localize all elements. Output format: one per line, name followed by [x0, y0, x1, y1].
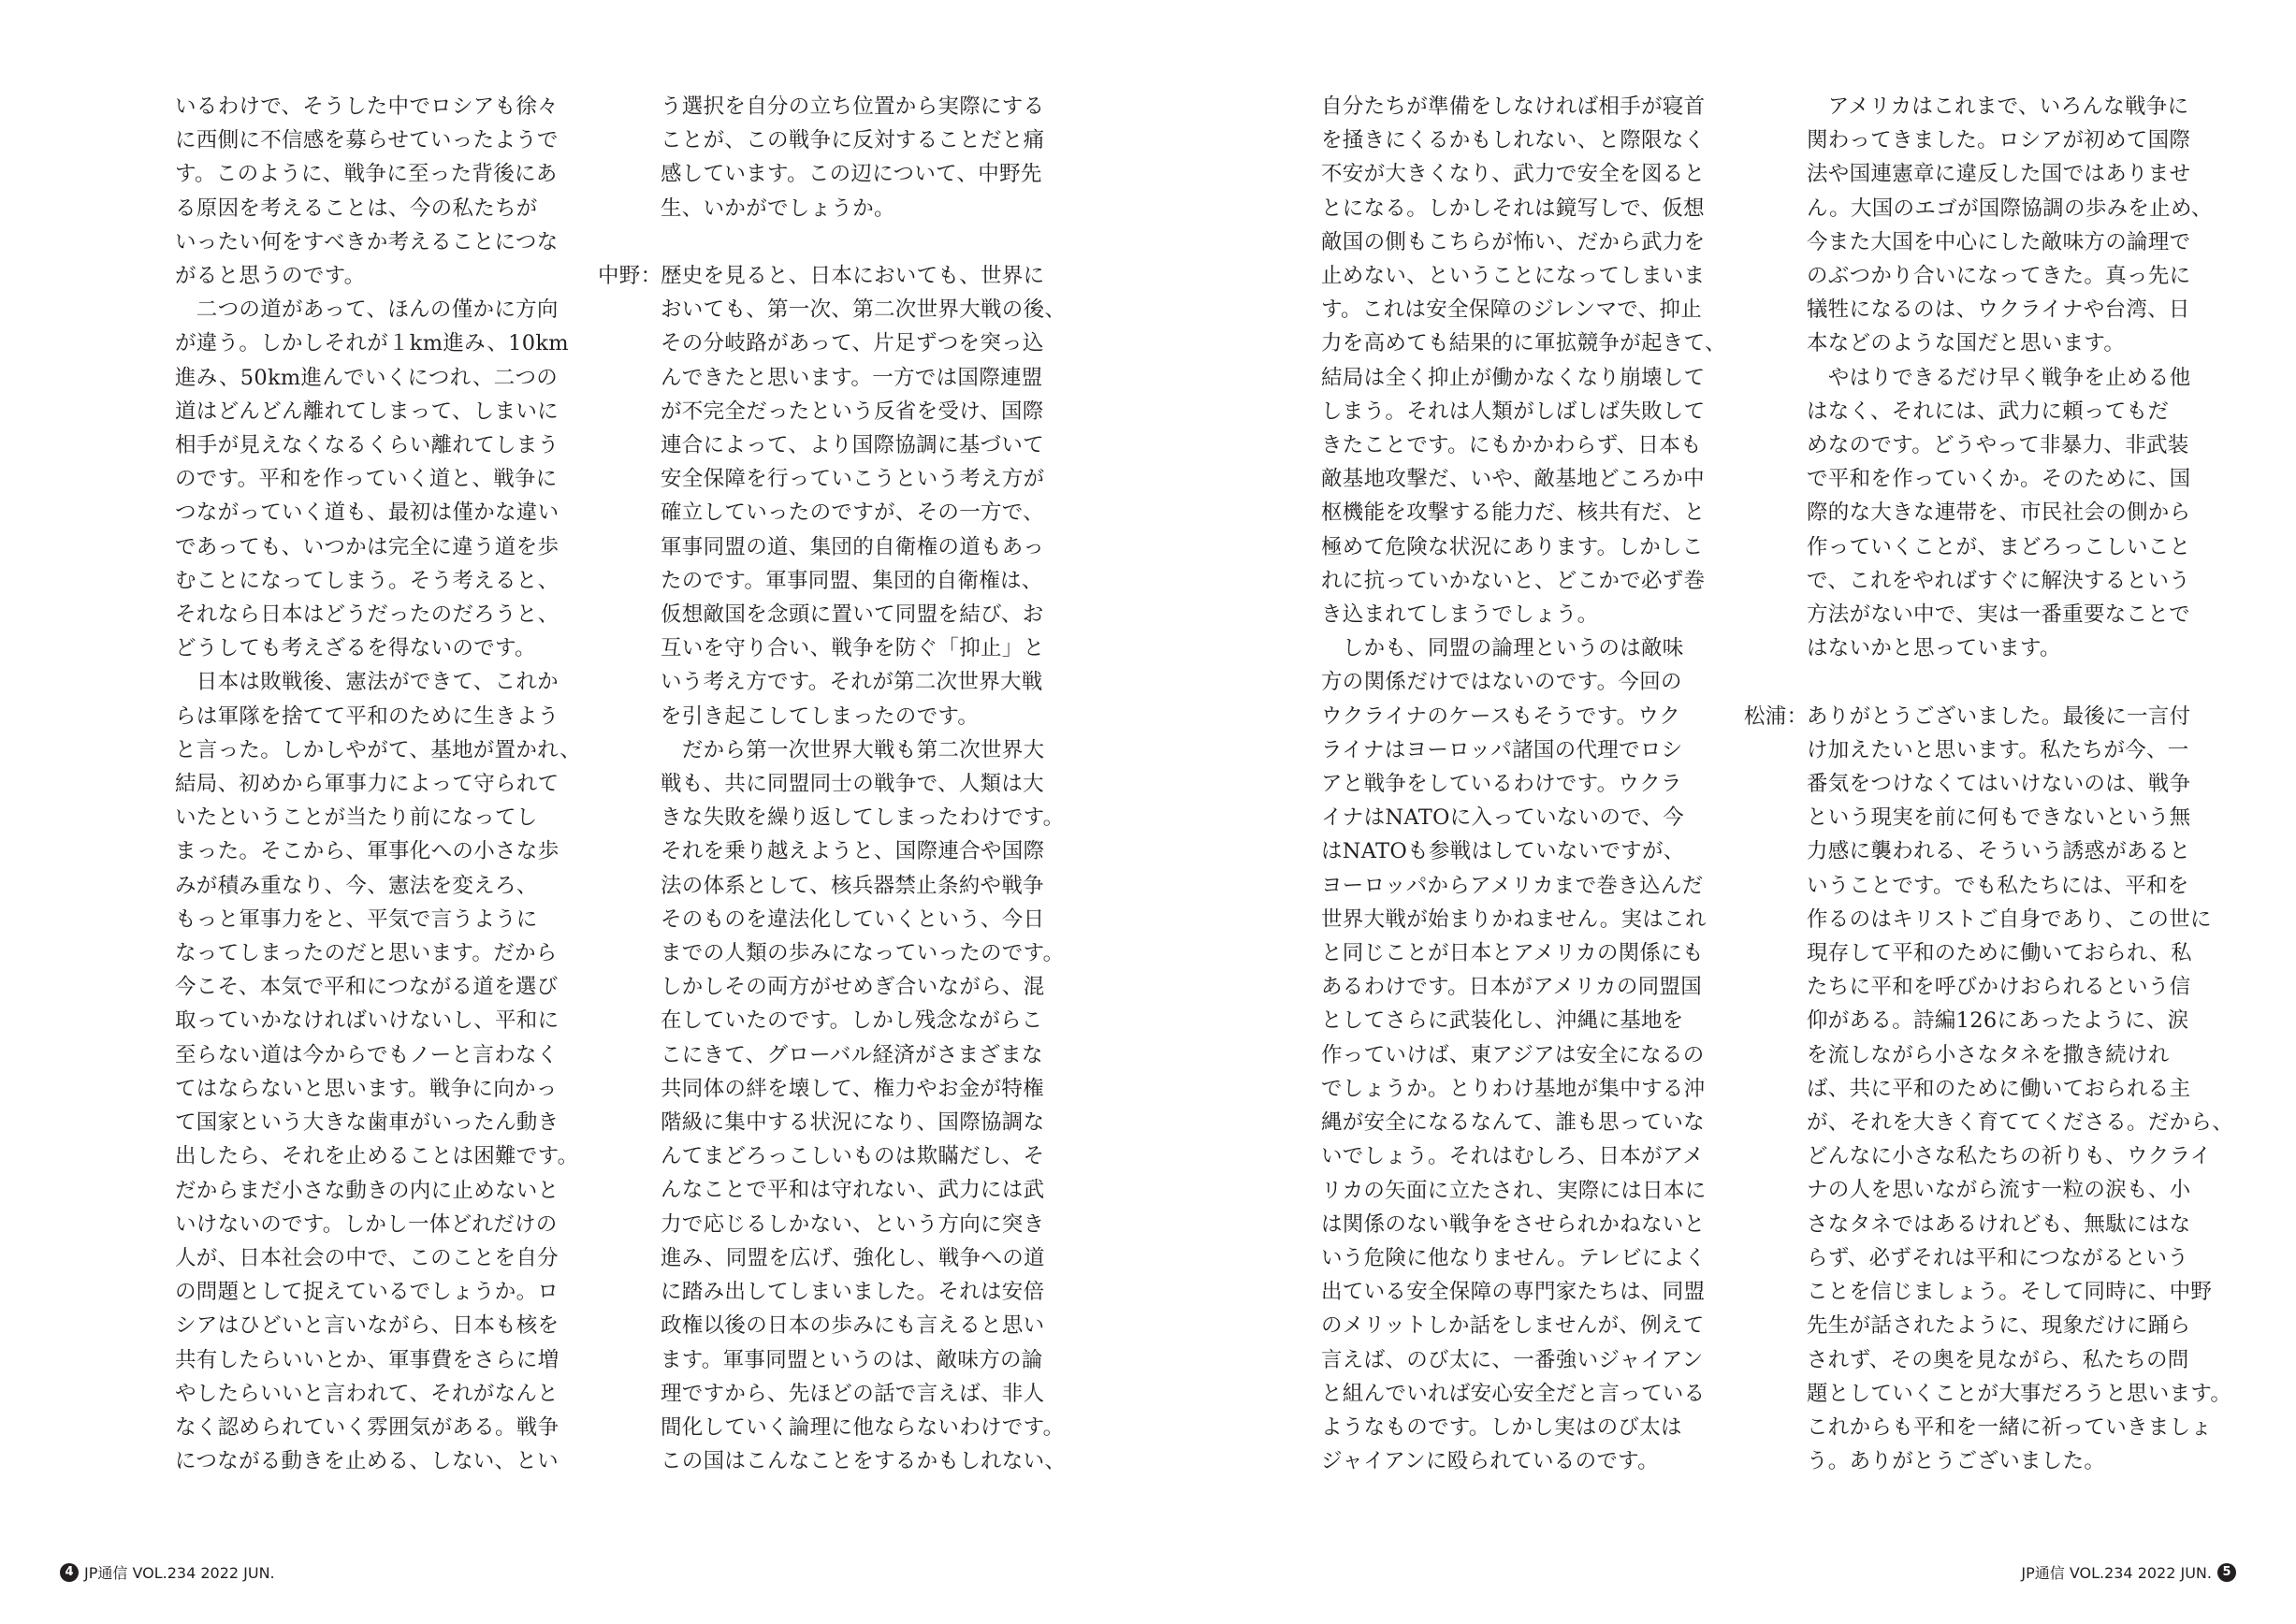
text-line: は関係のない戦争をさせられかねないと — [1321, 1211, 1706, 1237]
text-line: つながっていく道も、最初は僅かな違い — [175, 500, 559, 526]
text-line: 安全保障を行っていこうという考え方が — [661, 467, 1045, 492]
text-line: としてさらに武装化し、沖縄に基地を — [1321, 1008, 1684, 1034]
text-line: 犠牲になるのは、ウクライナや台湾、日 — [1807, 297, 2190, 323]
speaker-label-nakano: 中野： — [598, 264, 662, 288]
text-line: に西側に不信感を募らせていったようで — [175, 128, 559, 153]
text-line: と同じことが日本とアメリカの関係にも — [1321, 941, 1704, 966]
text-line: を引き起こしてしまったのです。 — [661, 703, 980, 729]
text-line: 日本は敗戦後、憲法ができて、これか — [175, 670, 559, 695]
text-line: 共有したらいいとか、軍事費をさらに増 — [175, 1347, 559, 1372]
text-line: しまう。それは人類がしばしば失敗して — [1321, 399, 1706, 424]
text-line: 敵国の側もこちらが怖い、だから武力を — [1321, 229, 1706, 254]
text-line: を掻きにくるかもしれない、と際限なく — [1321, 128, 1706, 153]
text-line: 政権以後の日本の歩みにも言えると思い — [661, 1313, 1045, 1339]
footer-right — [2021, 1561, 2236, 1583]
text-line: 互いを守り合い、戦争を防ぐ「抑止」と — [661, 636, 1045, 661]
text-line: むことになってしまう。そう考えると、 — [175, 568, 559, 593]
text-line: ん。大国のエゴが国際協調の歩みを止め、 — [1807, 196, 2213, 221]
text-line: 作るのはキリストご自身であり、この世に — [1807, 906, 2212, 932]
text-line: が、それを大きく育ててくださる。だから、 — [1807, 1110, 2234, 1136]
text-line: 今また大国を中心にした敵味方の論理で — [1807, 229, 2191, 254]
text-line: ます。軍事同盟というのは、敵味方の論 — [661, 1347, 1043, 1372]
text-line: たのです。軍事同盟、集団的自衛権は、 — [661, 568, 1043, 593]
text-line: どんなに小さな私たちの祈りも、ウクライ — [1807, 1144, 2212, 1169]
text-line: ウクライナのケースもそうです。ウク — [1321, 703, 1681, 729]
text-line: イナはNATOに入っていないので、今 — [1321, 805, 1685, 831]
text-line: に踏み出してしまいました。それは安倍 — [661, 1280, 1045, 1305]
text-line: アメリカはこれまで、いろんな戦争に — [1807, 94, 2189, 119]
column-1 — [175, 90, 582, 1478]
text-line: さなタネではあるけれども、無駄にはな — [1807, 1211, 2191, 1237]
text-line: 道はどんどん離れてしまって、しまいに — [175, 399, 559, 424]
text-line: この国はこんなことをするかもしれない、 — [661, 1449, 1067, 1474]
footer-right-text: JP通信 VOL.234 2022 JUN. — [2021, 1564, 2212, 1582]
text-line: 番気をつけなくてはいけないのは、戦争 — [1807, 772, 2191, 797]
text-line: ば、共に平和のために働いておられる主 — [1807, 1076, 2191, 1101]
text-line: う。ありがとうございました。 — [1807, 1449, 2106, 1474]
text-line: それなら日本はどうだったのだろうと、 — [175, 602, 559, 628]
text-line: ありがとうございました。最後に一言付 — [1807, 703, 2191, 729]
text-line: 確立していったのですが、その一方で、 — [661, 500, 1044, 526]
text-line: す。このように、戦争に至った背後にあ — [175, 162, 558, 187]
text-line: ことが、この戦争に反対することだと痛 — [661, 128, 1045, 153]
text-line: アと戦争をしているわけです。ウクラ — [1321, 772, 1682, 797]
text-line: という現実を前に何もできないという無 — [1807, 805, 2191, 831]
text-line: されず、その奥を見ながら、私たちの問 — [1807, 1347, 2189, 1372]
text-line: 言えば、のび太に、一番強いジャイアン — [1321, 1347, 1704, 1372]
text-line: んなことで平和は守れない、武力には武 — [661, 1178, 1045, 1203]
text-line: であっても、いつかは完全に違う道を歩 — [175, 534, 559, 559]
text-line: 軍事同盟の道、集団的自衛権の道もあっ — [661, 534, 1045, 559]
text-line: 共同体の絆を壊して、権力やお金が特権 — [661, 1076, 1044, 1101]
text-line: ようなものです。しかし実はのび太は — [1321, 1414, 1682, 1440]
text-line: みが積み重なり、今、憲法を変えろ、 — [175, 873, 538, 898]
text-line: はないかと思っています。 — [1807, 636, 2061, 661]
text-line: その分岐路があって、片足ずつを突っ込 — [661, 331, 1044, 356]
text-line: す。これは安全保障のジレンマで、抑止 — [1321, 297, 1703, 323]
text-line: 連合によって、より国際協調に基づいて — [661, 433, 1044, 458]
text-line: こにきて、グローバル経済がさまざまな — [661, 1042, 1043, 1067]
text-line: で、これをやればすぐに解決するという — [1807, 568, 2190, 593]
text-line: 仮想敵国を念頭に置いて同盟を結び、お — [661, 602, 1044, 628]
text-line: 法の体系として、核兵器禁止条約や戦争 — [661, 873, 1044, 898]
text-line: 作っていけば、東アジアは安全になるの — [1321, 1042, 1705, 1067]
text-line: ナの人を思いながら流す一粒の涙も、小 — [1807, 1178, 2191, 1203]
text-line: 作っていくことが、まどろっこしいこと — [1807, 534, 2191, 559]
page-number-left: 4 — [60, 1563, 79, 1582]
text-line: が不完全だったという反省を受け、国際 — [661, 399, 1044, 424]
text-line: ヨーロッパからアメリカまで巻き込んだ — [1321, 873, 1704, 898]
text-line: ライナはヨーロッパ諸国の代理でロシ — [1321, 737, 1683, 762]
text-line: なく認められていく雰囲気がある。戦争 — [175, 1414, 559, 1440]
text-line: け加えたいと思います。私たちが今、一 — [1807, 737, 2189, 762]
text-line: れに抗っていかないと、どこかで必ず巻 — [1321, 568, 1706, 593]
text-line: 先生が話されたように、現象だけに踊ら — [1807, 1313, 2191, 1339]
text-line: 敵基地攻撃だ、いや、敵基地どころか中 — [1321, 467, 1705, 492]
text-line: これからも平和を一緒に祈っていきましょ — [1807, 1414, 2213, 1440]
text-line: 二つの道があって、ほんの僅かに方向 — [175, 297, 559, 323]
text-line: はなく、それには、武力に頼ってもだ — [1807, 399, 2170, 424]
text-line: 極めて危険な状況にあります。しかしこ — [1321, 534, 1704, 559]
text-line: やはりできるだけ早く戦争を止める他 — [1807, 365, 2191, 390]
text-line: で平和を作っていくか。そのために、国 — [1807, 467, 2191, 492]
text-line: それを乗り越えようと、国際連合や国際 — [661, 839, 1045, 864]
text-line: いるわけで、そうした中でロシアも徐々 — [175, 94, 559, 119]
text-line: と組んでいれば安心安全だと言っている — [1321, 1381, 1706, 1406]
text-line: て国家という大きな歯車がいったん動き — [175, 1110, 559, 1136]
text-line: きな失敗を繰り返してしまったわけです。 — [661, 805, 1065, 831]
text-line: きたことです。にもかかわらず、日本も — [1321, 433, 1702, 458]
text-line: 戦も、共に同盟同士の戦争で、人類は大 — [661, 772, 1044, 797]
text-line: たちに平和を呼びかけおられるという信 — [1807, 975, 2191, 1000]
text-line: 生、いかがでしょうか。 — [661, 196, 895, 221]
text-line: らず、必ずそれは平和につながるという — [1807, 1245, 2189, 1270]
text-line: とになる。しかしそれは鏡写しで、仮想 — [1321, 196, 1705, 221]
text-line: でしょうか。とりわけ基地が集中する沖 — [1321, 1076, 1706, 1101]
column-2-body — [661, 259, 1067, 1478]
text-line: 出したら、それを止めることは困難です。 — [175, 1144, 579, 1169]
text-line: のぶつかり合いになってきた。真っ先に — [1807, 264, 2191, 289]
text-line: う選択を自分の立ち位置から実際にする — [661, 94, 1045, 119]
page-number-right: 5 — [2217, 1563, 2236, 1582]
text-line: 不安が大きくなり、武力で安全を図ると — [1321, 162, 1706, 187]
text-line: 方法がない中で、実は一番重要なことで — [1807, 602, 2190, 628]
text-line: 間化していく論理に他ならないわけです。 — [661, 1414, 1065, 1440]
text-line: 人が、日本社会の中で、このことを自分 — [175, 1245, 559, 1270]
text-line: んてまどろっこしいものは欺瞞だし、そ — [661, 1144, 1045, 1169]
text-line: のメリットしか話をしませんが、例えて — [1321, 1313, 1705, 1339]
text-line: 進み、50km進んでいくにつれ、二つの — [175, 365, 559, 390]
text-line: だから第一次世界大戦も第二次世界大 — [661, 737, 1045, 762]
text-line: しかも、同盟の論理というのは敵味 — [1321, 636, 1684, 661]
column-4-intro — [1807, 90, 2213, 665]
text-line: もっと軍事力をと、平気で言うように — [175, 906, 538, 932]
text-line: 現存して平和のために働いておられ、私 — [1807, 941, 2192, 966]
text-line: 本などのような国だと思います。 — [1807, 331, 2126, 356]
text-line: を流しながら小さなタネを撒き続けれ — [1807, 1042, 2170, 1067]
text-line: のです。平和を作っていく道と、戦争に — [175, 467, 558, 492]
text-line: いでしょう。それはむしろ、日本がアメ — [1321, 1144, 1705, 1169]
text-line: シアはひどいと言いながら、日本も核を — [175, 1313, 559, 1339]
column-4 — [1744, 90, 2234, 1478]
text-line: 縄が安全になるなんて、誰も思っていな — [1321, 1110, 1705, 1136]
text-line: 法や国連憲章に違反した国ではありませ — [1807, 162, 2191, 187]
text-line: 結局は全く抑止が働かなくなり崩壊して — [1321, 365, 1706, 390]
text-line: 止めない、ということになってしまいま — [1321, 264, 1706, 289]
text-line: 在していたのです。しかし残念ながらこ — [661, 1008, 1043, 1034]
text-line: はNATOも参戦はしていないですが、 — [1321, 839, 1685, 864]
text-line: なってしまったのだと思います。だから — [175, 941, 558, 966]
text-line: 理ですから、先ほどの話で言えば、非人 — [661, 1381, 1045, 1406]
text-line: につながる動きを止める、しない、とい — [175, 1449, 559, 1474]
column-2 — [598, 90, 1067, 1478]
text-line: そのものを違法化していくという、今日 — [661, 906, 1045, 932]
text-line: 歴史を見ると、日本においても、世界に — [661, 264, 1045, 288]
text-line: リカの矢面に立たされ、実際には日本に — [1321, 1178, 1707, 1203]
column-2-intro — [661, 90, 1063, 225]
text-line: いけないのです。しかし一体どれだけの — [175, 1211, 558, 1237]
text-line: いたということが当たり前になってし — [175, 805, 538, 831]
text-line: おいても、第一次、第二次世界大戦の後、 — [661, 297, 1067, 323]
text-line: どうしても考えざるを得ないのです。 — [175, 636, 536, 661]
text-line: 力を高めても結果的に軍拡競争が起きて、 — [1321, 331, 1726, 356]
text-line: いうことです。でも私たちには、平和を — [1807, 873, 2189, 898]
text-line: 際的な大きな連帯を、市民社会の側から — [1807, 500, 2191, 526]
text-line: 関わってきました。ロシアが初めて国際 — [1807, 128, 2191, 153]
text-line: 感しています。この辺について、中野先 — [661, 162, 1042, 187]
text-line: いう考え方です。それが第二次世界大戦 — [661, 670, 1043, 695]
text-line: 今こそ、本気で平和につながる道を選び — [175, 975, 559, 1000]
text-line: まった。そこから、軍事化への小さな歩 — [175, 839, 559, 864]
text-line: 出ている安全保障の専門家たちは、同盟 — [1321, 1280, 1706, 1305]
text-line: しかしその両方がせめぎ合いながら、混 — [661, 975, 1045, 1000]
text-line: 結局、初めから軍事力によって守られて — [175, 772, 559, 797]
text-line: てはならないと思います。戦争に向かっ — [175, 1076, 558, 1101]
text-line: が違う。しかしそれが１km進み、10km — [175, 331, 569, 356]
text-line: る原因を考えることは、今の私たちが — [175, 196, 538, 221]
text-line: 題としていくことが大事だろうと思います。 — [1807, 1381, 2232, 1406]
text-line: 枢機能を攻撃する能力だ、核共有だ、と — [1321, 500, 1706, 526]
text-line: 力感に襲われる、そういう誘惑があると — [1807, 839, 2191, 864]
text-line: までの人類の歩みになっていったのです。 — [661, 941, 1065, 966]
text-line: だからまだ小さな動きの内に止めないと — [175, 1178, 559, 1203]
footer-left — [60, 1561, 275, 1583]
text-line: らは軍隊を捨てて平和のために生きよう — [175, 703, 559, 729]
text-line: やしたらいいと言われて、それがなんと — [175, 1381, 559, 1406]
text-line: めなのです。どうやって非暴力、非武装 — [1807, 433, 2189, 458]
text-line: あるわけです。日本がアメリカの同盟国 — [1321, 975, 1703, 1000]
text-line: 自分たちが準備をしなければ相手が寝首 — [1321, 94, 1706, 119]
text-line: き込まれてしまうでしょう。 — [1321, 602, 1599, 628]
column-4-body — [1807, 700, 2234, 1479]
text-line: いう危険に他なりません。テレビによく — [1321, 1245, 1707, 1270]
text-line: んできたと思います。一方では国際連盟 — [661, 365, 1043, 390]
text-line: 力で応じるしかない、という方向に突き — [661, 1211, 1045, 1237]
text-line: がると思うのです。 — [175, 264, 366, 289]
text-line: ことを信じましょう。そして同時に、中野 — [1807, 1280, 2213, 1305]
text-line: ジャイアンに殴られているのです。 — [1321, 1449, 1659, 1474]
text-line: 至らない道は今からでもノーと言わなく — [175, 1042, 559, 1067]
text-line: 世界大戦が始まりかねません。実はこれ — [1321, 906, 1707, 932]
text-line: いったい何をすべきか考えることにつな — [175, 229, 559, 254]
speaker-label-matsuura: 松浦： — [1744, 703, 1809, 729]
text-line: と言った。しかしやがて、基地が置かれ、 — [175, 737, 582, 762]
text-line: 取っていかなければいけないし、平和に — [175, 1008, 559, 1034]
text-line: 進み、同盟を広げ、強化し、戦争への道 — [661, 1245, 1045, 1270]
footer-left-text: JP通信 VOL.234 2022 JUN. — [84, 1564, 275, 1582]
text-line: 階級に集中する状況になり、国際協調な — [661, 1110, 1045, 1136]
text-line: 方の関係だけではないのです。今回の — [1321, 670, 1682, 695]
text-line: 仰がある。詩編126にあったように、涙 — [1807, 1008, 2189, 1034]
text-line: 相手が見えなくなるくらい離れてしまう — [175, 433, 559, 458]
text-line: の問題として捉えているでしょうか。ロ — [175, 1280, 559, 1305]
column-3 — [1321, 90, 1726, 1478]
